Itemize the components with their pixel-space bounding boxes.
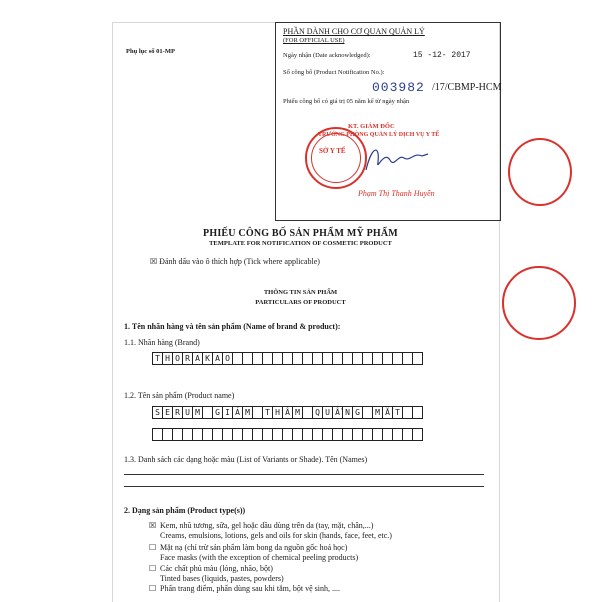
- brand-letter-cell: [243, 353, 253, 365]
- product-letter-cell: [243, 429, 253, 441]
- product-letter-cell: [333, 429, 343, 441]
- product-type-label-vi: Kem, nhũ tương, sữa, gel hoặc dầu dùng trên da (tay, mặt, chân,...): [160, 521, 374, 530]
- product-letter-cell: [163, 429, 173, 441]
- product-type-checkbox[interactable]: ☐: [149, 543, 157, 552]
- product-letter-grid-row2: [152, 428, 423, 441]
- product-letter-cell: [273, 429, 283, 441]
- brand-letter-cell: [273, 353, 283, 365]
- question-2: 2. Dạng sản phẩm (Product type(s)): [124, 506, 246, 515]
- number-label: Số công bố (Product Notification No.):: [283, 69, 385, 76]
- brand-letter-cell: O: [223, 353, 233, 365]
- product-letter-cell: [223, 429, 233, 441]
- signatory-name: Phạm Thị Thanh Huyền: [358, 189, 435, 198]
- brand-letter-cell: R: [183, 353, 193, 365]
- product-letter-cell: Ầ: [333, 407, 343, 419]
- brand-letter-cell: H: [163, 353, 173, 365]
- question-1-2: 1.2. Tên sản phẩm (Product name): [124, 391, 235, 400]
- product-letter-cell: [303, 407, 313, 419]
- product-letter-cell: [403, 429, 413, 441]
- product-letter-cell: [173, 429, 183, 441]
- product-type-label-en: Face masks (with the exception of chemical peeling products): [160, 553, 359, 562]
- product-letter-cell: [373, 429, 383, 441]
- product-letter-cell: R: [173, 407, 183, 419]
- brand-letter-cell: [263, 353, 273, 365]
- product-letter-cell: S: [153, 407, 163, 419]
- product-letter-cell: [293, 429, 303, 441]
- product-letter-cell: [213, 429, 223, 441]
- stamp-department: TRƯỞNG PHÒNG QUẢN LÝ DỊCH VỤ Y TẾ: [318, 132, 440, 138]
- product-type-label-en: Creams, emulsions, lotions, gels and oils for skin (hands, face, feet, etc.): [160, 531, 392, 540]
- product-letter-cell: [383, 429, 393, 441]
- product-letter-cell: T: [263, 407, 273, 419]
- product-type-checkbox[interactable]: ☐: [149, 564, 157, 573]
- brand-letter-cell: [393, 353, 403, 365]
- brand-letter-cell: [283, 353, 293, 365]
- stamp-text: SỞ Y TẾ: [319, 147, 346, 155]
- brand-letter-cell: [333, 353, 343, 365]
- brand-letter-cell: O: [173, 353, 183, 365]
- brand-letter-cell: [343, 353, 353, 365]
- question-1-3: 1.3. Danh sách các dạng hoặc màu (List of Variants or Shade). Tên (Names): [124, 455, 368, 464]
- brand-letter-cell: [403, 353, 413, 365]
- stamp-title: KT. GIÁM ĐỐC: [348, 123, 395, 130]
- notification-suffix: /17/CBMP-HCM: [432, 82, 502, 93]
- tick-note-text: Đánh dấu vào ô thích hợp (Tick where applicable): [159, 257, 320, 266]
- notification-number: 003982: [372, 80, 425, 95]
- variant-line-1: [124, 474, 484, 475]
- product-letter-cell: [303, 429, 313, 441]
- product-letter-cell: G: [213, 407, 223, 419]
- product-letter-cell: [343, 429, 353, 441]
- brand-letter-cell: [253, 353, 263, 365]
- product-letter-cell: M: [243, 407, 253, 419]
- date-value: 15 -12- 2017: [413, 51, 471, 60]
- official-box-title: PHẦN DÀNH CHO CƠ QUAN QUẢN LÝ: [283, 27, 425, 36]
- product-letter-grid-row1: [152, 406, 423, 419]
- product-letter-cell: [363, 407, 373, 419]
- brand-letter-cell: [303, 353, 313, 365]
- brand-letter-cell: [413, 353, 423, 365]
- product-letter-cell: [393, 429, 403, 441]
- product-letter-cell: [413, 407, 423, 419]
- product-letter-cell: [253, 429, 263, 441]
- brand-letter-cell: [363, 353, 373, 365]
- brand-letter-cell: A: [213, 353, 223, 365]
- product-letter-cell: M: [193, 407, 203, 419]
- product-letter-cell: Ả: [233, 407, 243, 419]
- product-letter-cell: [283, 429, 293, 441]
- margin-stamp-top: [508, 138, 572, 206]
- product-letter-cell: [253, 407, 263, 419]
- product-letter-cell: [203, 407, 213, 419]
- product-letter-cell: N: [343, 407, 353, 419]
- product-letter-cell: [183, 429, 193, 441]
- section-title-vi: THÔNG TIN SẢN PHẨM: [263, 289, 338, 296]
- brand-letter-cell: K: [203, 353, 213, 365]
- brand-letter-cell: T: [153, 353, 163, 365]
- product-letter-cell: E: [163, 407, 173, 419]
- product-type-label-vi: Các chất phủ màu (lỏng, nhão, bột): [160, 564, 273, 573]
- product-type-checkbox[interactable]: ☒: [149, 521, 157, 530]
- form-title-en: TEMPLATE FOR NOTIFICATION OF COSMETIC PRODUCT: [209, 240, 392, 247]
- brand-letter-cell: [233, 353, 243, 365]
- product-letter-cell: [203, 429, 213, 441]
- product-letter-cell: U: [183, 407, 193, 419]
- brand-letter-cell: A: [193, 353, 203, 365]
- brand-letter-cell: [313, 353, 323, 365]
- product-letter-cell: G: [353, 407, 363, 419]
- official-box-subtitle: (FOR OFFICIAL USE): [283, 37, 345, 44]
- variant-line-2: [124, 486, 484, 487]
- product-letter-cell: [193, 429, 203, 441]
- product-letter-cell: [363, 429, 373, 441]
- product-letter-cell: I: [223, 407, 233, 419]
- brand-letter-cell: [323, 353, 333, 365]
- validity-note: Phiếu công bố có giá trị 05 năm kể từ ngày nhận: [283, 98, 410, 105]
- product-letter-cell: [413, 429, 423, 441]
- product-type-checkbox[interactable]: ☐: [149, 584, 157, 593]
- product-letter-cell: H: [273, 407, 283, 419]
- product-letter-cell: U: [323, 407, 333, 419]
- brand-letter-grid: [152, 352, 423, 365]
- product-letter-cell: [263, 429, 273, 441]
- brand-letter-cell: [293, 353, 303, 365]
- date-label: Ngày nhận (Date acknowledged):: [283, 52, 371, 59]
- product-letter-cell: [233, 429, 243, 441]
- brand-letter-cell: [383, 353, 393, 365]
- brand-letter-cell: [353, 353, 363, 365]
- section-title-en: PARTICULARS OF PRODUCT: [255, 299, 346, 306]
- checkbox-checked-icon: ☒: [150, 257, 158, 266]
- product-letter-cell: T: [393, 407, 403, 419]
- question-1: 1. Tên nhãn hàng và tên sản phẩm (Name of brand & product):: [124, 322, 341, 331]
- product-letter-cell: [313, 429, 323, 441]
- brand-letter-cell: [373, 353, 383, 365]
- product-letter-cell: Q: [313, 407, 323, 419]
- product-letter-cell: M: [373, 407, 383, 419]
- product-letter-cell: [403, 407, 413, 419]
- product-letter-cell: Â: [283, 407, 293, 419]
- product-letter-cell: [153, 429, 163, 441]
- form-title-vi: PHIẾU CÔNG BỐ SẢN PHẨM MỸ PHẨM: [203, 228, 398, 239]
- product-type-label-vi: Mặt nạ (chỉ trừ sản phẩm làm bong da nguồn gốc hoá học): [160, 543, 348, 552]
- product-letter-cell: [353, 429, 363, 441]
- product-type-label-vi: Phấn trang điểm, phấn dùng sau khi tắm, bột vệ sinh, ....: [160, 584, 340, 593]
- appendix-label: Phụ lục số 01-MP: [126, 48, 175, 55]
- signature-mark: [362, 140, 432, 180]
- product-type-label-en: Tinted bases (liquids, pastes, powders): [160, 574, 284, 583]
- tick-note: [150, 257, 320, 266]
- product-letter-cell: M: [293, 407, 303, 419]
- question-1-1: 1.1. Nhãn hàng (Brand): [124, 338, 200, 347]
- product-letter-cell: [323, 429, 333, 441]
- product-letter-cell: Ắ: [383, 407, 393, 419]
